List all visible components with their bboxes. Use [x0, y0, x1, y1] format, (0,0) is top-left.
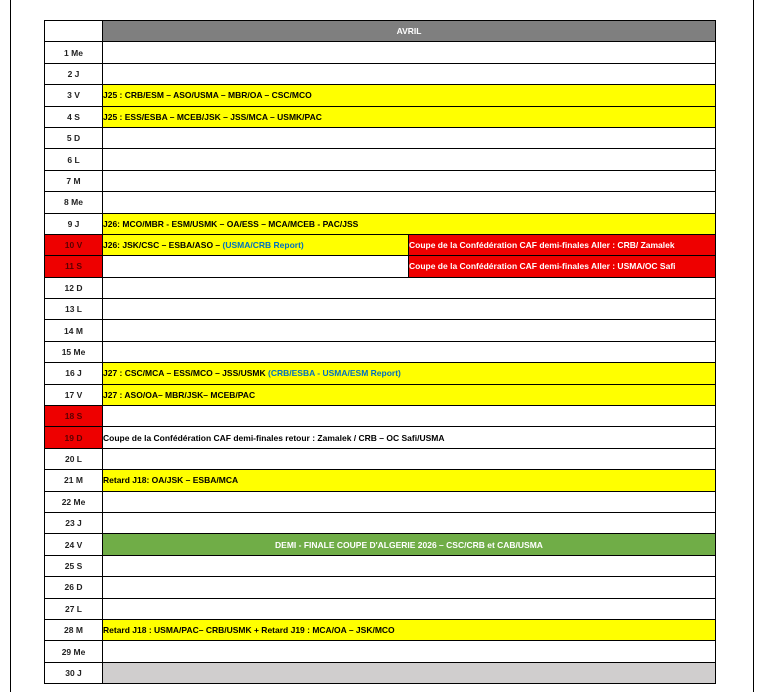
day-label: 8 Me: [45, 192, 103, 213]
event-text: J26: JSK/CSC – ESBA/ASO –: [103, 240, 223, 251]
table-row: [45, 170, 716, 191]
day-label: 5 D: [45, 127, 103, 148]
day-label: 27 L: [45, 598, 103, 619]
day-label: 21 M: [45, 470, 103, 491]
table-row: [45, 448, 716, 469]
header-row: [45, 21, 716, 42]
day-label: 24 V: [45, 534, 103, 555]
event-cell: [103, 127, 716, 148]
table-row: [45, 149, 716, 170]
table-row: [45, 363, 716, 384]
day-label: 29 Me: [45, 641, 103, 662]
table-row: [45, 63, 716, 84]
day-label: 4 S: [45, 106, 103, 127]
table-row: [45, 662, 716, 683]
table-row: [45, 42, 716, 63]
day-label: 25 S: [45, 555, 103, 576]
event-cell: J25 : ESS/ESBA – MCEB/JSK – JSS/MCA – USMK/PAC: [103, 106, 716, 127]
table-row: [45, 299, 716, 320]
table-row: [45, 641, 716, 662]
day-label: 12 D: [45, 277, 103, 298]
table-row: [45, 192, 716, 213]
event-cell: [103, 149, 716, 170]
day-label: 22 Me: [45, 491, 103, 512]
event-cell: [103, 406, 716, 427]
calendar-table: [44, 20, 716, 684]
table-row: [45, 384, 716, 405]
event-cell: J25 : CRB/ESM – ASO/USMA – MBR/OA – CSC/MCO: [103, 85, 716, 106]
event-cell: J27 : ASO/OA– MBR/JSK– MCEB/PAC: [103, 384, 716, 405]
page-border-left: [10, 0, 11, 692]
event-cell: [103, 299, 716, 320]
table-row: [45, 577, 716, 598]
table-row: [45, 598, 716, 619]
table-row: [45, 213, 716, 234]
event-cell: [103, 555, 716, 576]
event-cell: [103, 277, 716, 298]
event-cell: [103, 256, 409, 277]
day-label: 15 Me: [45, 341, 103, 362]
event-cell: [103, 42, 716, 63]
day-label: 26 D: [45, 577, 103, 598]
day-label: 14 M: [45, 320, 103, 341]
table-row: [45, 234, 716, 255]
caf-event-cell: Coupe de la Confédération CAF demi-finales Aller : CRB/ Zamalek: [409, 234, 716, 255]
day-label: 30 J: [45, 662, 103, 683]
day-label: 9 J: [45, 213, 103, 234]
event-cell: [103, 491, 716, 512]
event-report-text: (CRB/ESBA - USMA/ESM Report): [268, 368, 401, 379]
event-text: J27 : CSC/MCA – ESS/MCO – JSS/USMK: [103, 368, 269, 379]
table-row: [45, 256, 716, 277]
event-cell: [103, 341, 716, 362]
event-cell: [103, 363, 716, 384]
event-cell: [103, 662, 716, 683]
table-row: [45, 470, 716, 491]
day-label: 6 L: [45, 149, 103, 170]
event-cell: Coupe de la Confédération CAF demi-finales retour : Zamalek / CRB – OC Safi/USMA: [103, 427, 716, 448]
table-row: [45, 619, 716, 640]
event-cell: [103, 63, 716, 84]
table-row: [45, 85, 716, 106]
month-header: AVRIL: [103, 21, 716, 42]
day-label: 10 V: [45, 234, 103, 255]
day-label: 23 J: [45, 512, 103, 533]
event-cell: DEMI - FINALE COUPE D'ALGERIE 2026 – CSC/CRB et CAB/USMA: [103, 534, 716, 555]
event-cell: [103, 170, 716, 191]
event-report-text: (USMA/CRB Report): [222, 240, 304, 251]
day-label: 11 S: [45, 256, 103, 277]
caf-event-cell: Coupe de la Confédération CAF demi-finales Aller : USMA/OC Safi: [409, 256, 716, 277]
event-cell: [103, 512, 716, 533]
event-cell: [103, 598, 716, 619]
table-row: [45, 534, 716, 555]
table-row: [45, 320, 716, 341]
table-row: [45, 491, 716, 512]
day-label: 7 M: [45, 170, 103, 191]
table-row: [45, 106, 716, 127]
day-label: 2 J: [45, 63, 103, 84]
event-cell: [103, 234, 409, 255]
day-label: 17 V: [45, 384, 103, 405]
day-label: 18 S: [45, 406, 103, 427]
event-cell: [103, 448, 716, 469]
table-row: [45, 341, 716, 362]
table-row: [45, 277, 716, 298]
day-label: 13 L: [45, 299, 103, 320]
table-row: [45, 512, 716, 533]
table-row: [45, 555, 716, 576]
event-cell: Retard J18 : USMA/PAC– CRB/USMK + Retard J19 : MCA/OA – JSK/MCO: [103, 619, 716, 640]
event-cell: [103, 320, 716, 341]
day-label: 28 M: [45, 619, 103, 640]
day-label: 19 D: [45, 427, 103, 448]
day-label: 20 L: [45, 448, 103, 469]
table-row: [45, 427, 716, 448]
table-row: [45, 406, 716, 427]
event-cell: [103, 641, 716, 662]
event-cell: [103, 192, 716, 213]
event-cell: J26: MCO/MBR - ESM/USMK – OA/ESS – MCA/MCEB - PAC/JSS: [103, 213, 716, 234]
header-day-cell: [45, 21, 103, 42]
page-border-right: [753, 0, 754, 692]
day-label: 1 Me: [45, 42, 103, 63]
event-cell: [103, 577, 716, 598]
event-cell: Retard J18: OA/JSK – ESBA/MCA: [103, 470, 716, 491]
table-row: [45, 127, 716, 148]
day-label: 3 V: [45, 85, 103, 106]
day-label: 16 J: [45, 363, 103, 384]
